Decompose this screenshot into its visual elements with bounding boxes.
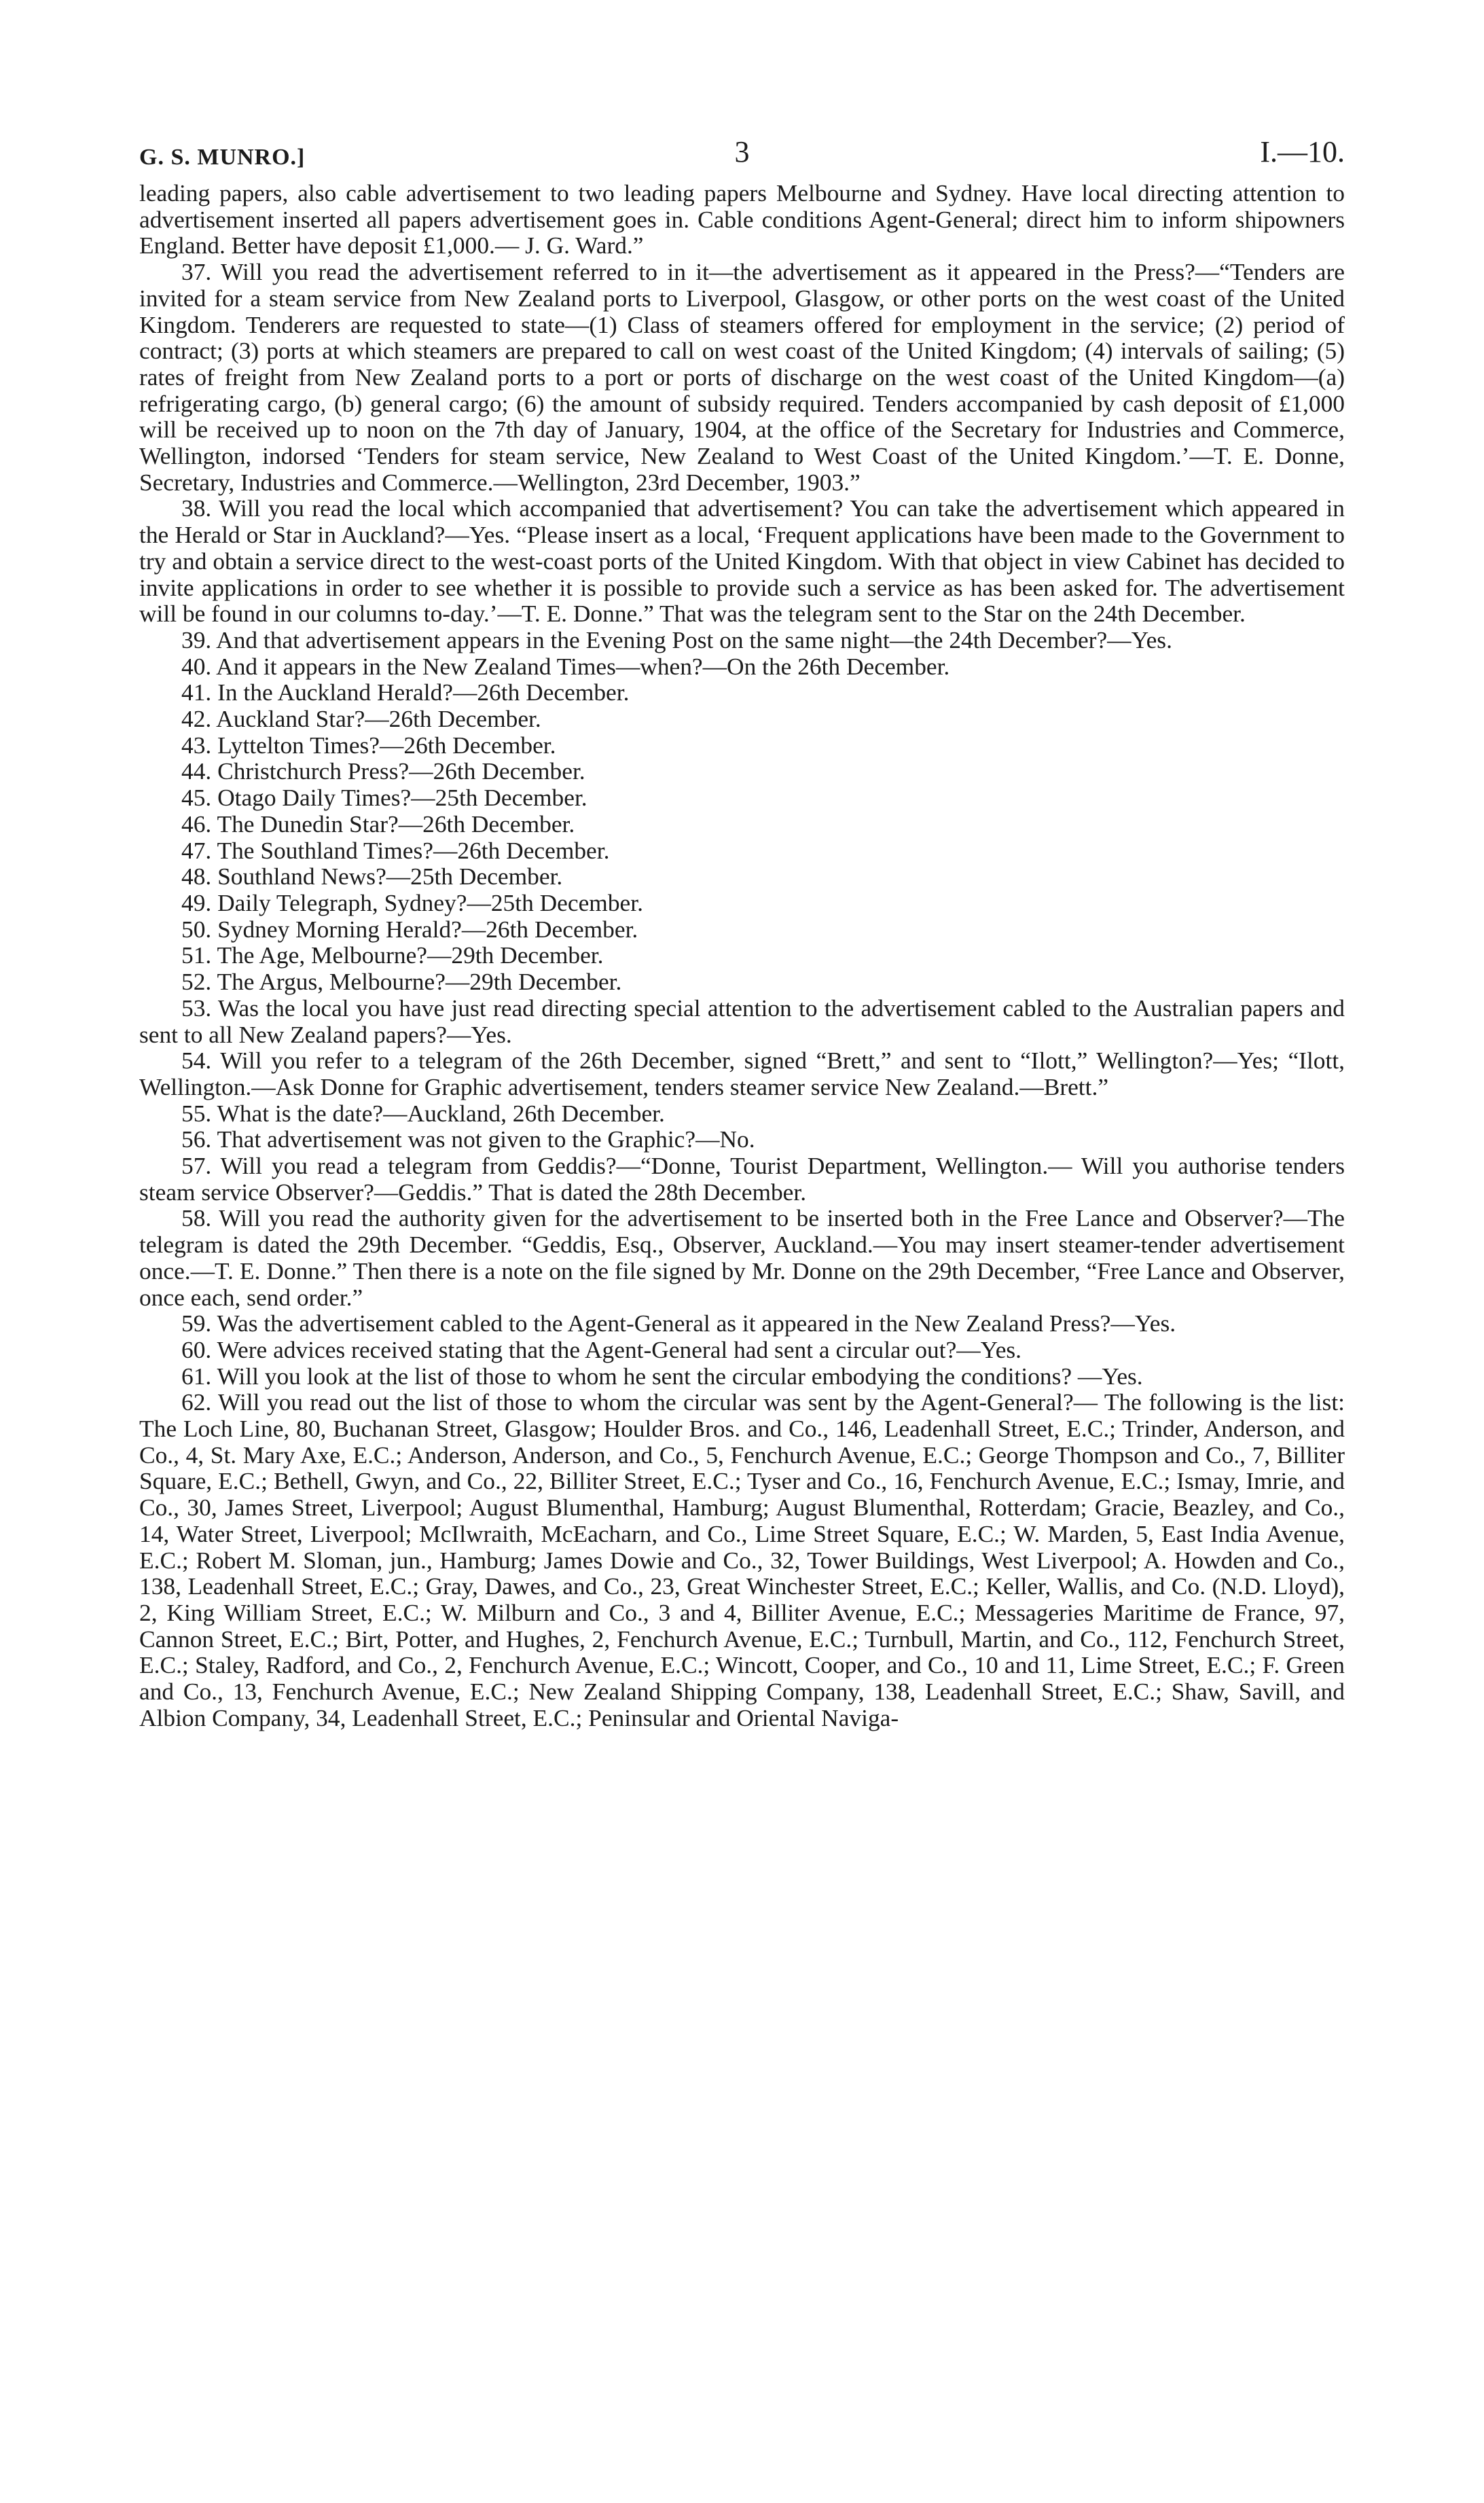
question-50: 50. Sydney Morning Herald?—26th December. [181, 915, 638, 943]
question-40: 40. And it appears in the New Zealand Times—when?—On the 26th December. [181, 652, 950, 680]
question-60: 60. Were advices received stating that the Agent-General had sent a circular out?—Yes. [181, 1335, 1022, 1363]
question-43: 43. Lyttelton Times?—26th December. [181, 731, 556, 759]
question-48: 48. Southland News?—25th December. [181, 863, 563, 890]
question-41: 41. In the Auckland Herald?—26th December. [181, 679, 630, 706]
question-62: 62. Will you read out the list of those to whom the circular was sent by the Agent-General?— The following is the list: The Loch Line, 80, Buchanan Street, Glasgow; Houlder Bros. and Co., 146, Leadenhall Street, E.C.; Trinder, Anderson, and Co., 4, St. Mary Axe, E.C.; Anderson, Anderson, and Co., 5, Fenchurch Avenue, E.C.; George Thompson and Co., 7, Billiter Square, E.C.; Bethell, Gwyn, and Co., 22, Billiter Street, E.C.; Tyser and Co., 16, Fenchurch Avenue, E.C.; Ismay, Imrie, and Co., 30, James Street, Liverpool; August Blumenthal, Hamburg; August Blumenthal, Rotterdam; Gracie, Beazley, and Co., 14, Water Street, Liverpool; McIlwraith, McEacharn, and Co., Lime Street Square, E.C.; W. Marden, 5, East India Avenue, E.C.; Robert M. Sloman, jun., Hamburg; James Dowie and Co., 32, Tower Buildings, West Liverpool; A. Howden and Co., 138, Leadenhall Street, E.C.; Gray, Dawes, and Co., 23, Great Winchester Street, E.C.; Keller, Wallis, and Co. (N.D. Lloyd), 2, King William Street, E.C.; W. Milburn and Co., 3 and 4, Billiter Avenue, E.C.; Messageries Maritime de France, 97, Cannon Street, E.C.; Birt, Potter, and Hughes, 2, Fenchurch Avenue, E.C.; Turnbull, Martin, and Co., 112, Fenchurch Street, E.C.; Staley, Radford, and Co., 2, Fenchurch Avenue, E.C.; Wincott, Cooper, and Co., 10 and 11, Lime Street, E.C.; F. Green and Co., 13, Fenchurch Avenue, E.C.; New Zealand Shipping Company, 138, Leadenhall Street, E.C.; Shaw, Savill, and Albion Company, 34, Leadenhall Street, E.C.; Peninsular and Oriental Naviga- [139, 1388, 1345, 1731]
question-47: 47. The Southland Times?—26th December. [181, 836, 610, 864]
question-52: 52. The Argus, Melbourne?—29th December. [181, 968, 622, 996]
question-49: 49. Daily Telegraph, Sydney?—25th December. [181, 888, 643, 916]
question-53: 53. Was the local you have just read directing special attention to the advertisement cabled to the Australian papers and sent to all New Zealand papers?—Yes. [139, 994, 1345, 1048]
page-header [139, 135, 1345, 175]
question-61: 61. Will you look at the list of those to whom he sent the circular embodying the conditions? —Yes. [181, 1362, 1143, 1390]
document-page [139, 135, 1345, 1731]
page-number: 3 [734, 135, 750, 168]
question-58: 58. Will you read the authority given for the advertisement to be inserted both in the Free Lance and Observer?—The telegram is dated the 29th December. “Geddis, Esq., Observer, Auckland.—You may insert steamer-tender advertisement once.—T. E. Donne.” Then there is a note on the file signed by Mr. Donne on the 29th December, “Free Lance and Observer, once each, send order.” [139, 1204, 1345, 1311]
question-57: 57. Will you read a telegram from Geddis?—“Donne, Tourist Department, Wellington.— Will you authorise tenders steam service Observer?—Geddis.” That is dated the 28th December. [139, 1152, 1345, 1206]
question-37: 37. Will you read the advertisement referred to in it—the advertisement as it appeared in the Press?—“Tenders are invited for a steam service from New Zealand ports to Liverpool, Glasgow, or other ports on the west coast of the United Kingdom. Tenderers are requested to state—(1) Class of steamers offered for employment in the service; (2) period of contract; (3) ports at which steamers are prepared to call on west coast of the United Kingdom; (4) intervals of sailing; (5) rates of freight from New Zealand ports to a port or ports of discharge on the west coast of the United Kingdom—(a) refrigerating cargo, (b) general cargo; (6) the amount of subsidy required. Tenders accompanied by cash deposit of £1,000 will be received up to noon on the 7th day of January, 1904, at the office of the Secretary for Industries and Commerce, Wellington, indorsed ‘Tenders for steam service, New Zealand to West Coast of the United Kingdom.’—T. E. Donne, Secretary, Industries and Commerce.—Wellington, 23rd December, 1903.” [139, 258, 1345, 496]
paper-reference: I.—10. [1260, 135, 1345, 168]
question-51: 51. The Age, Melbourne?—29th December. [181, 941, 604, 969]
question-55: 55. What is the date?—Auckland, 26th December. [181, 1099, 665, 1127]
question-45: 45. Otago Daily Times?—25th December. [181, 784, 587, 812]
paragraph-continued: leading papers, also cable advertisement to two leading papers Melbourne and Sydney. Have local directing attention to advertisement inserted all papers advertisement goes in. Cable conditions Agent-General; direct him to inform shipowners England. Better have deposit £1,000.— J. G. Ward.” [139, 179, 1345, 259]
question-39: 39. And that advertisement appears in the Evening Post on the same night—the 24th December?—Yes. [181, 626, 1172, 653]
question-38: 38. Will you read the local which accompanied that advertisement? You can take the advertisement which appeared in the Herald or Star in Auckland?—Yes. “Please insert as a local, ‘Frequent applications have been made to the Government to try and obtain a service direct to the west-coast ports of the United Kingdom. With that object in view Cabinet has decided to invite applications in order to see whether it is possible to provide such a service as has been asked for. The advertisement will be found in our columns to-day.’—T. E. Donne.” That was the telegram sent to the Star on the 24th December. [139, 494, 1345, 628]
question-56: 56. That advertisement was not given to the Graphic?—No. [181, 1126, 755, 1153]
question-44: 44. Christchurch Press?—26th December. [181, 757, 585, 785]
question-42: 42. Auckland Star?—26th December. [181, 705, 541, 733]
question-59: 59. Was the advertisement cabled to the Agent-General as it appeared in the New Zealand Press?—Yes. [181, 1310, 1176, 1337]
header-witness-name: G. S. MUNRO.] [139, 145, 306, 170]
question-54: 54. Will you refer to a telegram of the 26th December, signed “Brett,” and sent to “Ilott,” Wellington?—Yes; “Ilott, Wellington.—Ask Donne for Graphic advertisement, tenders steamer service New Zealand.—Brett.” [139, 1047, 1345, 1100]
question-46: 46. The Dunedin Star?—26th December. [181, 810, 575, 838]
body-text [139, 180, 1345, 1731]
